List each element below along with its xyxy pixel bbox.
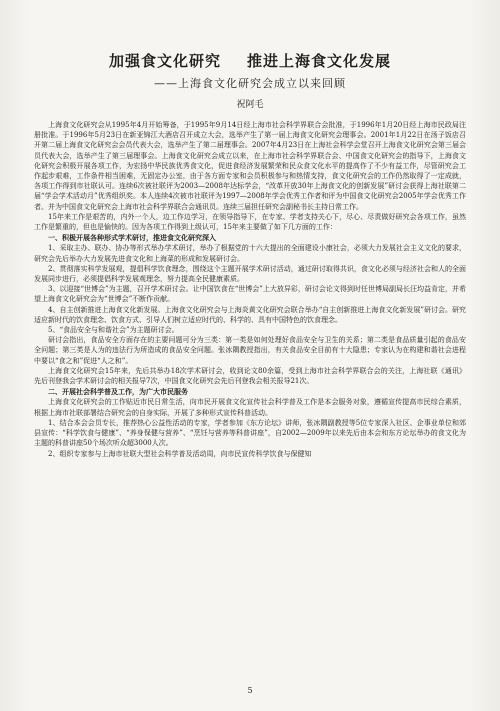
paragraph-summary: 15年来工作是艰苦的，内外一个人，边工作边学习，在领导指导下，在专家、学者支持关心下，尽心、尽责做好研究会各项工作，虽然工作是繁重的，但也是愉快的。因为各项工作得到上级认可，15年来主要做了如下几方面的工作： — [34, 212, 466, 232]
article-title — [34, 50, 466, 72]
paragraph: 1、采取主办、联办、协办等形式举办学术研讨，举办了根据党的十六大提出的全面建设小康社会，必须大力发展社会主义文化的要求，研究会先后举办大力发展先进食文化和上海菜的形成和发展研讨会。 — [34, 244, 466, 263]
section-heading-1: 一、积极开展各种形式学术研讨，推进食文化研究深入 — [48, 233, 216, 243]
paragraph: 3、以迎接“世博会”为主题，召开学术研讨会。让中国饮食在“世博会”上大放异彩，研讨会论文得到时任世博局副局长汪均益肯定，并希望上海食文化研究会为“世博会”不断作贡献。 — [34, 285, 466, 304]
title-part-1: 加强食文化研究 — [108, 52, 221, 70]
paragraph: 1、结合本会会员专长，推荐热心公益性活动的专家，学者参加《东方论坛》讲师，张冰隅副教授等5位专家深入社区、企事业单位和郊县宣传：“科学饮食与健康”、“养身保健与营养”、“烹饪与营养等科普讲座”，自2002—2009年以来先后由本会和东方论坛举办的食文化为主题的科普讲座50个场次听众超3000人次。 — [34, 418, 466, 448]
page-number: 5 — [247, 686, 253, 695]
paragraph: 上海食文化研究会15年来，先后共举办18次学术研讨会，收到论文80余篇，受到上海市社会科学界联合会的关注，上海社联《通讯》先后刊登我会学术研讨会的相关报导7次，中国食文化研究会先后刊登我会相关报导21次。 — [34, 366, 466, 386]
paragraph: 5、“食品安全与和谐社会”为主题研讨会。 — [48, 326, 179, 335]
section-heading-2: 二、开展社会科学普及工作，为广大市民服务 — [48, 387, 188, 397]
article — [34, 50, 466, 459]
paragraph-intro: 上海食文化研究会从1995年4月开始筹备，于1995年9月14日经上海市社会科学界联合会批准，于1996年1月20日经上海市民政局注册批准。于1996年5月23日在新亚锦江大酒店召开成立大会，选举产生了第一届上海食文化研究会理事会。2001年1月22日在汤子饭店召开第二届上海食文化研究会会员代表大会，选举产生了第二届理事会。2007年4月23日在上海社会科学会堂召开上海食文化研究会第三届会员代表大会，选举产生了第三届理事会。上海食文化研究会成立以来，在上海市社会科学界联合会、中国食文化研究会的指导下，上海食文化研究会积极开展各项工作，为宏扬中华民族优秀食文化，促进食经济发展繁荣和民众食文化水平的提高作了不少有益工作，尽管研究会工作起步艰难，工作条件相当困难，无固定办公室，由于各方面专家和会员积极参与和热情支持，食文化研究会的工作仍然取得了一定成就，各项工作得到市社联认可。连续6次被社联评为2003—2008年达标学会，“改革开放30年上海食文化的创新发展”研讨会获得上海社联第二届“学会学术活动月”优秀组织奖。本人连续4次被市社联评为1997—2008年学会优秀工作者和评为中国食文化研究会2005年学会优秀工作者。并为中国食文化研究会上海市社会科学界联合会通讯员。连续三届担任研究会副秘书长主持日常工作。 — [34, 121, 466, 211]
paragraph: 上海食文化研究会的工作贴近市民日常生活，向市民开展食文化宣传社会科学普及工作是本会服务对象，遵循宣传提高市民综合素质，根据上海市社联部署结合研究会的自身实际，开展了多种形式宣传科普活动。 — [34, 398, 466, 417]
author-name: 祝阿毛 — [236, 100, 264, 110]
paragraph: 研讨会指出，食品安全方面存在的主要问题可分为三类：第一类是如何处理好食品安全与卫生的关系；第二类是食品质量引起的食品安全问题；第三类是人为的违法行为所造成的食品安全问题。张冰隅教授指出，有关食品安全目前有十大隐患；专家认为在构建和谐社会进程中要以“食之和”促进“人之和”。 — [34, 336, 466, 365]
paragraph: 2、组织专家参与上海市社联大型社会科学普及活动周，向市民宣传科学饮食与保健知 — [48, 449, 312, 458]
article-subtitle: ——上海食文化研究会成立以来回顾 — [154, 77, 346, 90]
article-body — [34, 120, 466, 459]
paragraph: 2、贯彻落实科学发展观，提倡科学饮食理念，围绕这个主题开展学术研讨活动，通过研讨取得共识，食文化必须与经济社会和人的全面发展同步进行，必须提倡科学发展观理念，努力提高全民健康素质。 — [34, 264, 466, 284]
paragraph: 4、自主创新推进上海食文化新发展。上海食文化研究会与上海炎黄文化研究会联合举办“自主创新推进上海食文化新发展”研讨会。研究适应新时代的饮食理念、饮食方式、引导人们树立适应时代的、科学的、具有中国特色的饮食理念。 — [34, 305, 466, 324]
title-part-2: 推进上海食文化发展 — [247, 52, 392, 70]
